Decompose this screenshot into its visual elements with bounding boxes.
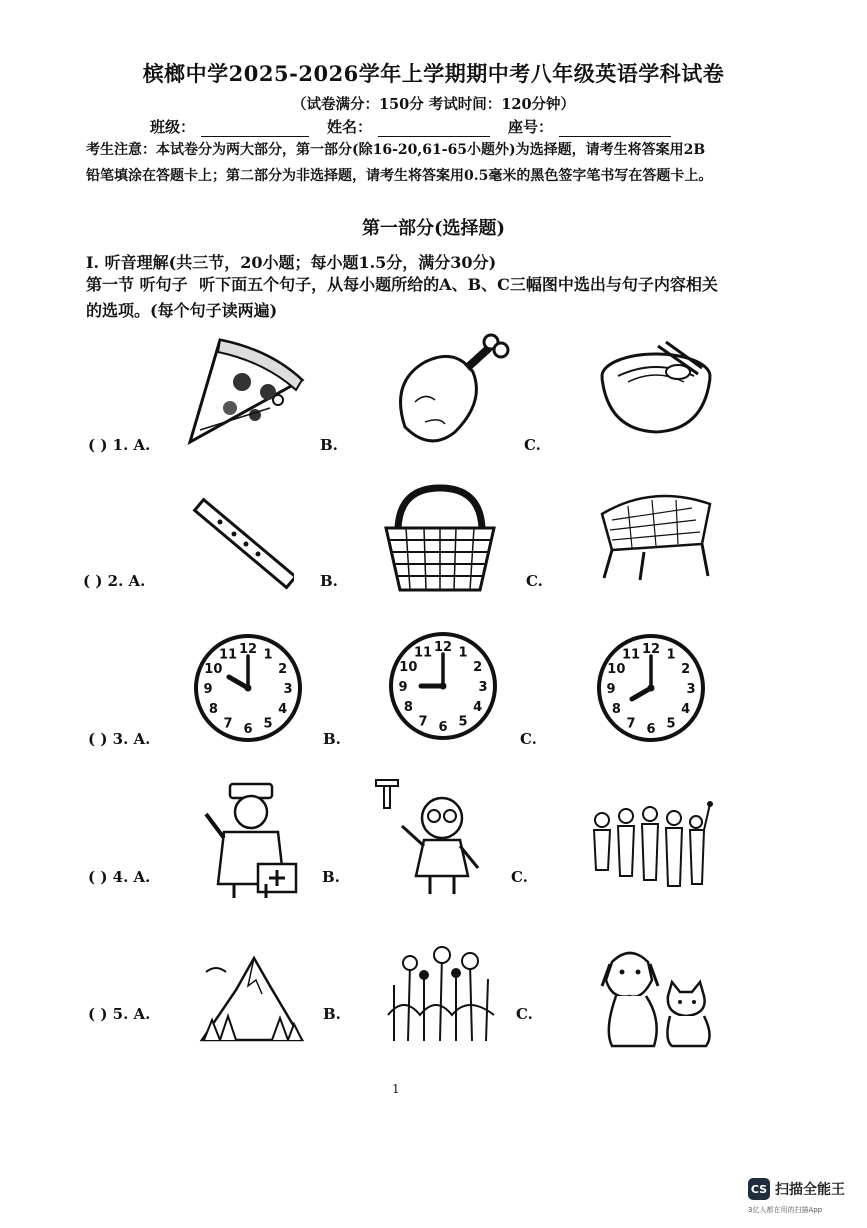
clock-numeral: 5 xyxy=(458,714,468,730)
clock-numeral: 12 xyxy=(433,640,453,655)
teacher-icon[interactable] xyxy=(372,776,496,900)
question-5-label[interactable]: ( ) 5. A. xyxy=(88,1005,151,1023)
clock-numeral: 10 xyxy=(607,662,626,677)
clock-numeral: 5 xyxy=(263,716,273,732)
clock-numeral: 3 xyxy=(478,680,488,695)
clock-numeral: 2 xyxy=(278,662,288,677)
question-5-option-c[interactable]: C. xyxy=(516,1005,533,1023)
app-tagline: 3亿人都在用的扫描App xyxy=(748,1206,823,1214)
mountain-icon[interactable] xyxy=(196,950,308,1044)
clock-numeral: 10 xyxy=(399,660,418,675)
chicken-leg-icon[interactable] xyxy=(385,332,515,454)
question-3-option-c[interactable]: C. xyxy=(520,730,537,748)
clock-numeral: 11 xyxy=(413,645,433,661)
section-title: I. 听音理解(共三节，20小题；每小题1.5分，满分30分) xyxy=(86,253,497,272)
clock-numeral: 3 xyxy=(686,682,696,697)
clock-center xyxy=(245,685,252,692)
clock-numeral: 2 xyxy=(473,660,483,675)
clock-center xyxy=(648,685,655,692)
basket-icon[interactable] xyxy=(380,484,500,596)
clock-numeral: 7 xyxy=(418,714,428,730)
question-4-label[interactable]: ( ) 4. A. xyxy=(88,868,151,886)
clock-icon xyxy=(595,632,707,744)
question-5-option-b[interactable]: B. xyxy=(323,1005,341,1023)
clock-numeral: 8 xyxy=(403,700,413,715)
name-label: 姓名： xyxy=(327,118,373,136)
noodle-bowl-icon[interactable] xyxy=(598,338,716,436)
chair-icon[interactable] xyxy=(592,484,718,582)
flute-icon[interactable] xyxy=(190,492,294,590)
subsection-label: 第一节 听句子 xyxy=(86,275,188,294)
clock-numeral: 11 xyxy=(621,647,641,663)
app-badge-icon: CS xyxy=(748,1178,770,1200)
question-4-option-c[interactable]: C. xyxy=(511,868,528,886)
clock-numeral: 4 xyxy=(278,702,288,717)
clock-numeral: 9 xyxy=(203,682,213,697)
question-2-label[interactable]: ( ) 2. A. xyxy=(83,572,146,590)
clock-numeral: 2 xyxy=(681,662,691,677)
clock-numeral: 12 xyxy=(238,642,258,657)
crowd-icon[interactable] xyxy=(586,800,714,894)
clock-center xyxy=(440,683,447,690)
clock-icon xyxy=(387,630,499,742)
pizza-icon[interactable] xyxy=(180,330,310,452)
name-blank[interactable] xyxy=(378,122,490,137)
clock-numeral: 6 xyxy=(646,722,656,737)
dog-cat-icon[interactable] xyxy=(596,940,720,1050)
question-2-option-c[interactable]: C. xyxy=(526,572,543,590)
clock-numeral: 9 xyxy=(398,680,408,695)
clock-numeral: 3 xyxy=(283,682,293,697)
question-2-option-b[interactable]: B. xyxy=(320,572,338,590)
part-title: 第一部分(选择题) xyxy=(361,218,506,239)
exam-title: 槟榔中学2025-2026学年上学期期中考八年级英语学科试卷 xyxy=(142,61,725,86)
student-info-line xyxy=(150,116,671,137)
clock-numeral: 4 xyxy=(681,702,691,717)
question-3-option-b[interactable]: B. xyxy=(323,730,341,748)
clock-icon xyxy=(192,632,304,744)
clock-face-c[interactable] xyxy=(595,632,707,748)
class-blank[interactable] xyxy=(201,122,309,137)
clock-numeral: 8 xyxy=(208,702,218,717)
seat-blank[interactable] xyxy=(559,122,671,137)
clock-numeral: 6 xyxy=(243,722,253,737)
question-1-label[interactable]: ( ) 1. A. xyxy=(88,436,151,454)
clock-numeral: 9 xyxy=(606,682,616,697)
clock-numeral: 10 xyxy=(204,662,223,677)
question-1-option-c[interactable]: C. xyxy=(524,436,541,454)
exam-notice: 考生注意：本试卷分为两大部分，第一部分(除16-20,61-65小题外)为选择题，请考生将答案用2B铅笔填涂在答题卡上；第二部分为非选择题，请考生将答案用0.5毫米的黑色签字笔书写在答题卡上。 xyxy=(86,142,713,184)
subsection-text: 听下面五个句子，从每小题所给的A、B、C三幅图中选出与句子内容相关的选项。(每个句子读两遍) xyxy=(86,275,718,320)
class-label: 班级： xyxy=(150,118,196,136)
clock-numeral: 12 xyxy=(641,642,661,657)
question-3-label[interactable]: ( ) 3. A. xyxy=(88,730,151,748)
page-number: 1 xyxy=(392,1082,400,1096)
clock-numeral: 6 xyxy=(438,720,448,735)
exam-subtitle: （试卷满分：150分 考试时间：120分钟） xyxy=(291,96,576,113)
clock-face-b[interactable] xyxy=(387,630,499,746)
clock-numeral: 1 xyxy=(666,647,676,663)
scanner-app-logo xyxy=(748,1178,845,1200)
clock-numeral: 4 xyxy=(473,700,483,715)
clock-numeral: 7 xyxy=(223,716,233,732)
clock-face-a[interactable] xyxy=(192,632,304,748)
clock-numeral: 5 xyxy=(666,716,676,732)
subsection-instructions xyxy=(86,272,726,324)
app-name: 扫描全能王 xyxy=(775,1182,845,1198)
question-4-option-b[interactable]: B. xyxy=(322,868,340,886)
clock-numeral: 1 xyxy=(263,647,273,663)
doctor-icon[interactable] xyxy=(196,780,306,902)
seat-label: 座号： xyxy=(508,118,554,136)
clock-numeral: 7 xyxy=(626,716,636,732)
clock-numeral: 1 xyxy=(458,645,468,661)
question-1-option-b[interactable]: B. xyxy=(320,436,338,454)
flowers-icon[interactable] xyxy=(384,945,498,1043)
clock-numeral: 8 xyxy=(611,702,621,717)
clock-numeral: 11 xyxy=(218,647,238,663)
